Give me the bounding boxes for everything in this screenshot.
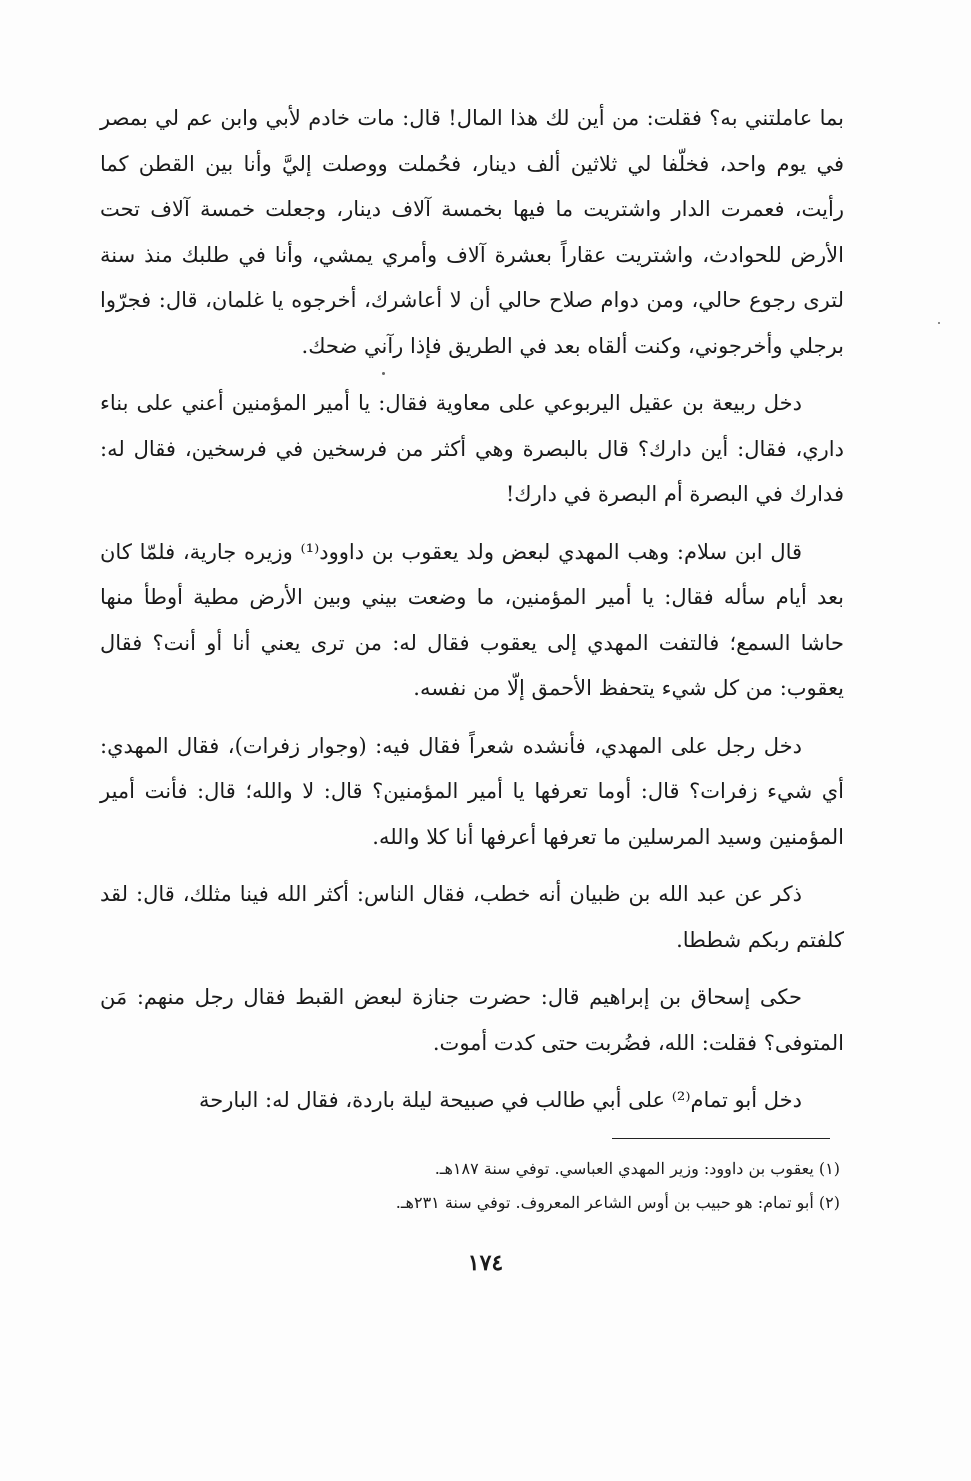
paragraph-ishaq: حكى إسحاق بن إبراهيم قال: حضرت جنازة لبعض القبط فقال رجل منهم: مَن المتوفى؟ فقلت: الله، فضُربت حتى كدت أموت.	[100, 985, 844, 1055]
scan-speck	[938, 322, 940, 324]
footnote-separator	[612, 1138, 830, 1139]
paragraph-continued: بما عاملتني به؟ فقلت: من أين لك هذا المال! قال: مات خادم لأبي وابن عم لي بمصر في يوم واحد، فخلّفا لي ثلاثين ألف دينار، فحُملت ووصلت إليَّ وأنا بين القطن كما رأيت، فعمرت الدار واشتريت ما فيها بخمسة آلاف دينار، وجعلت خمسة آلاف تحت الأرض للحوادث، واشتريت عقاراً بعشرة آلاف وأمري يمشي، وأنا في طلبك منذ سنة لترى رجوع حالي، ومن دوام صلاح حالي أن لا أعاشرك، أخرجوه يا غلمان، قال: فجرّوا برجلي وأخرجوني، وكنت ألقاه بعد في الطريق فإذا رآني ضحك.	[100, 106, 844, 358]
page-number: ١٧٤	[467, 1250, 504, 1276]
footnote-2: (٢) أبو تمام: هو حبيب بن أوس الشاعر المعروف. توفي سنة ٢٣١هـ.	[395, 1193, 840, 1212]
paragraph-abu-tammam: دخل أبو تمام⁽²⁾ على أبي طالب في صبيحة ليلة باردة، فقال له: البارحة	[198, 1088, 802, 1112]
paragraph-mahdi-poem: دخل رجل على المهدي، فأنشده شعراً فقال فيه: (وجوار زفرات)، فقال المهدي: أي شيء زفرات؟ قال: أوما تعرفها يا أمير المؤمنين؟ قال: لا والله؛ قال: فأنت أمير المؤمنين وسيد المرسلين ما تعرفها أعرفها أنا كلا والله.	[100, 733, 844, 849]
main-text	[100, 96, 844, 1136]
footnote-1: (١) يعقوب بن داوود: وزير المهدي العباسي. توفي سنة ١٨٧هـ.	[434, 1159, 840, 1178]
footnotes	[100, 1152, 840, 1220]
scan-speck	[382, 372, 385, 375]
paragraph-ibn-zabyan: ذكر عن عبد الله بن ظبيان أنه خطب، فقال الناس: أكثر الله فينا مثلك، قال: لقد كلفتم ربكم شططا.	[100, 882, 844, 952]
paragraph-rabia: دخل ربيعة بن عقيل اليربوعي على معاوية فقال: يا أمير المؤمنين أعني على بناء داري، فقال: أين دارك؟ قال بالبصرة وهي أكثر من فرسخين في فرسخين، فقال له: فدارك في البصرة أم البصرة في دارك!	[100, 391, 844, 506]
paragraph-ibn-sallam: قال ابن سلام: وهب المهدي لبعض ولد يعقوب بن داوود⁽¹⁾ وزيره جارية، فلمّا كان بعد أيام سأله فقال: يا أمير المؤمنين، ما وضعت بيني وبين الأرض مطية أوطأ منها حاشا السمع؛ فالتفت المهدي إلى يعقوب فقال له: من ترى يعني أنا أو أنت؟ فقال يعقوب: من كل شيء يتحفظ الأحمق إلّا من نفسه.	[100, 539, 844, 700]
